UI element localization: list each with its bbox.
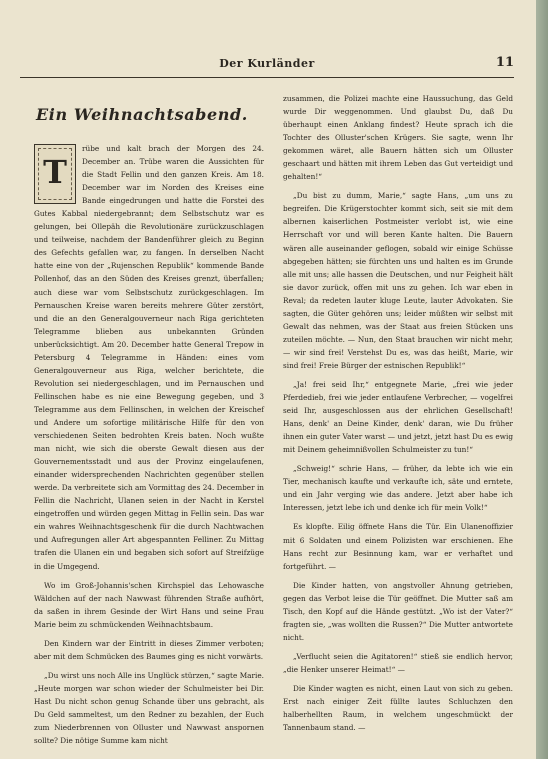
initial-letter: T	[43, 153, 67, 191]
paragraph: Wo im Groß-Johannis'schen Kirchspiel das Lehowasche Wäldchen auf der nach Nawwast führenden Straße aufhört, da saßen in ihrem Gesinde der Wirt Hans und seine Frau Marie beim zu schmückenden Weihnachtsbaum.	[34, 580, 264, 629]
paragraph: rübe und kalt brach der Morgen des 24. December an. Trübe waren die Aussichten für die Stadt Fellin und den ganzen Kreis. Am 18. December war im Norden des Kreises eine Bande eingedrungen und hatte die Forstei des Gutes Kabbal niedergebrannt; dem Selbstschutz war es gelungen, bei Ollepäh die Revolutionäre zurückzuschlagen und teilweise, nachdem der Bandenführer gleich zu Beginn des Gefechts gefallen war, zu fangen. In derselben Nacht hatte eine von der „Rujenschen Republik“ kommende Bande Pollenhof, das an den Süden des Kreises grenzt, überfallen; auch diese war vom Selbstschutz zurückgeschlagen. Im Pernauschen Kreise waren bereits mehrere Güter zerstört, und die an den Generalgouverneur nach Riga gerichteten Telegramme blieben aus unbekannten Gründen unberücksichtigt. Am 20. December hatte General Trepow in Petersburg 4 Telegramme in Händen: eines vom Generalgouverneur aus Riga, welcher berichtete, die Revolution sei niedergeschlagen, und im Pernauschen und Fellinschen habe es nie eine Bewegung gegeben, und 3 Telegramme aus dem Fellinschen, in welchen der Kreischef und Andere um sofortige militärische Hilfe für den von verschiedenen Seiten bedrohten Kreis baten. Noch wußte man nicht, wie sich die oberste Gewalt diesen aus der Gouvernementsstadt und aus der Provinz eingelaufenen, einander widersprechenden Nachrichten gegenüber stellen werde. Da verbreitete sich am Vormittag des 24. December in Fellin die Nachricht, Ulanen seien in der Nacht in Kerstel eingetroffen und würden gegen Mittag in Fellin sein. Das war ein wahres Weihnachtsgeschenk für die durch Nachtwachen und Aufregungen aller Art abgespannten Felliner. Zu Mittag trafen die Ulanen ein und begaben sich sofort auf Streifzüge in die Umgegend.	[34, 144, 264, 571]
article-title: Ein Weihnachtsabend.	[36, 105, 248, 124]
decorated-initial	[34, 144, 76, 204]
paragraph: „Du wirst uns noch Alle ins Unglück stürzen,“ sagte Marie. „Heute morgen war schon wieder der Schulmeister bei Dir. Hast Du nicht schon genug Schande über uns gebracht, als Du Geld sammeltest, um den Redner zu bezahlen, der Euch zum Niederbrennen von Olluster und Nawwast anspornen sollte? Die nötige Summe kam nicht	[34, 670, 264, 746]
running-title: Der Kurländer	[219, 57, 315, 70]
paragraph: zusammen, die Polizei machte eine Haussuchung, das Geld wurde Dir weggenommen. Und glaubst Du, daß Du überhaupt einen Anklang findest? Heute sprach ich die Tochter des Olluster'schen Krügers. Sie sagte, wenn Ihr gekommen wäret, alle Bauern hätten sich um Olluster geschaart und hätten mit ihrem Leben das Gut verteidigt und gehalten!“	[283, 94, 513, 182]
paragraph: Den Kindern war der Eintritt in dieses Zimmer verboten; aber mit dem Schmücken des Baumes ging es nicht vorwärts.	[34, 638, 264, 661]
paragraph: „Schweig!“ schrie Hans, — früher, da lebte ich wie ein Tier, mechanisch kaufte und verkaufte ich, säte und erntete, und ein Jahr verging wie das andere. Jetzt aber habe ich Interessen, jetzt lebe ich und denke ich für mein Volk!“	[283, 464, 513, 513]
page-header	[20, 55, 514, 78]
paragraph: Die Kinder hatten, von angstvoller Ahnung getrieben, gegen das Verbot leise die Tür geöffnet. Die Mutter saß am Tisch, den Kopf auf die Hände gestützt. „Wo ist der Vater?“ fragten sie, „was wollten die Russen?“ Die Mutter antwortete nicht.	[283, 580, 513, 642]
left-column	[34, 102, 264, 753]
paragraph: Es klopfte. Eilig öffnete Hans die Tür. Ein Ulanenoffizier mit 6 Soldaten und einem Polizisten war erschienen. Ehe Hans recht zur Besinnung kam, war er verhaftet und fortgeführt. —	[283, 522, 513, 571]
paragraph: „Ja! frei seid Ihr,“ entgegnete Marie, „frei wie jeder Pferdedieb, frei wie jeder entlaufene Verbrecher, — vogelfrei seid Ihr, ausgeschlossen aus der ehrlichen Gesellschaft! Hans, denk' an Deine Kinder, denk' daran, wie Du früher ihnen ein guter Vater warst — und jetzt, jetzt hast Du es ewig mit Deinem geheimnißvollen Schulmeister zu tun!“	[283, 379, 513, 455]
page-edge	[536, 0, 548, 759]
page-number: 11	[495, 55, 514, 70]
right-column	[283, 92, 513, 740]
paragraph: „Du bist zu dumm, Marie,“ sagte Hans, „um uns zu begreifen. Die Krügerstochter kommt sich, seit sie mit dem albernen kaiserlichen Postmeister verlobt ist, wie eine Herrschaft vor und will beren Kante halten. Die Bauern wären alle auseinander geflogen, sobald wir einige Schüsse abgegeben hätten; sie fürchten uns und halten es im Grunde alle mit uns; alle hassen die Deutschen, und nur Feigheit hält sie davor zurück, offen mit uns zu gehen. Ich war eben in Reval; da redeten lauter kluge Leute, lauter Advokaten. Sie sagten, die Güter gehören uns; leider müßten wir selbst mit Gewalt das nehmen, was der Staat aus freien Stücken uns zuteilen möchte. — Nun, den Staat brauchen wir nicht mehr, — wir sind frei! Verstehst Du es, was das heißt, Marie, wir sind frei! Freie Bürger der estnischen Republik!“	[283, 191, 513, 370]
paragraph: „Verflucht seien die Agitatoren!“ stieß sie endlich hervor, „die Henker unserer Heimat!“ —	[283, 651, 513, 674]
paragraph: Die Kinder wagten es nicht, einen Laut von sich zu geben. Erst nach einiger Zeit füllte lautes Schluchzen den halberhellten Raum, in welchem ungeschmückt der Tannenbaum stand. —	[283, 683, 513, 733]
